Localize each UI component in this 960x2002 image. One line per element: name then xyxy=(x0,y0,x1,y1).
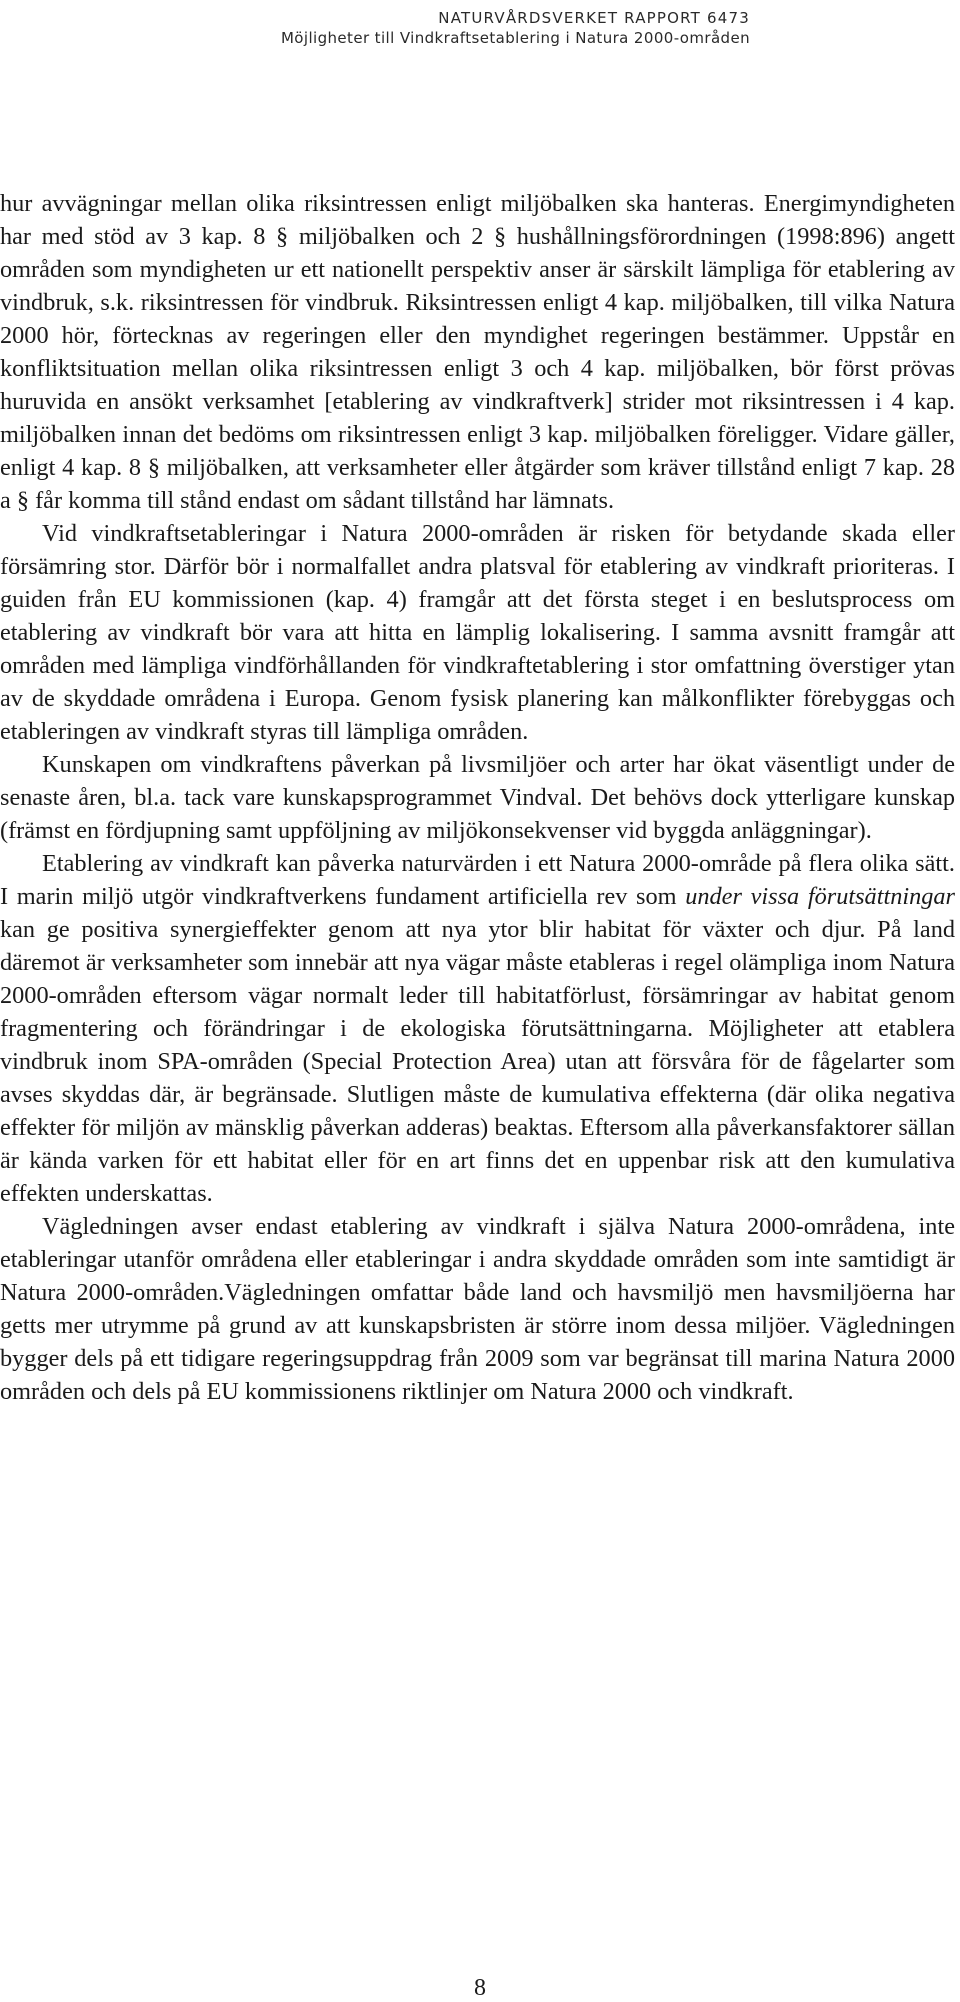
paragraph-2: Vid vindkraftsetableringar i Natura 2000-områden är risken för betydande skada eller försämring stor. Därför bör i normalfallet andra platsval för etablering av vindkraft prioriteras. I guiden från EU kommissionen (kap. 4) framgår att det första steget i en beslutsprocess om etablering av vindkraft bör vara att hitta en lämplig lokalisering. I samma avsnitt framgår att områden med lämpliga vindförhållanden för vindkraftetablering i stor omfattning överstiger ytan av de skyddade områdena i Europa. Genom fysisk planering kan målkonflikter förebyggas och etableringen av vindkraft styras till lämpliga områden. xyxy=(0,520,955,745)
paragraph-5: Vägledningen avser endast etablering av vindkraft i själva Natura 2000-områdena, inte etableringar utanför områdena eller etableringar i andra skyddade områden som inte samtidigt är Natura 2000-områden.Vägledningen omfattar både land och havsmiljö men havsmiljöerna har getts mer utrymme på grund av att kunskapsbristen är större inom dessa miljöer. Vägledningen bygger dels på ett tidigare regeringsuppdrag från 2009 som var begränsat till marina Natura 2000 områden och dels på EU kommissionens riktlinjer om Natura 2000 och vindkraft. xyxy=(0,1213,955,1405)
page-number: 8 xyxy=(474,1975,486,2001)
paragraph-3: Kunskapen om vindkraftens påverkan på livsmiljöer och arter har ökat väsentligt under de senaste åren, bl.a. tack vare kunskapsprogrammet Vindval. Det behövs dock ytterligare kunskap (främst en fördjupning samt uppföljning av miljökonsekvenser vid byggda anläggningar). xyxy=(0,751,955,844)
report-series-title: NATURVÅRDSVERKET RAPPORT 6473 xyxy=(438,9,750,27)
running-header xyxy=(281,8,750,48)
paragraph-4 xyxy=(0,847,955,1210)
body-text xyxy=(0,187,955,1408)
paragraph-4-italic-phrase: under vissa förutsättningar xyxy=(685,883,956,910)
paragraph-1: hur avvägningar mellan olika riksintressen enligt miljöbalken ska hanteras. Energimyndigheten har med stöd av 3 kap. 8 § miljöbalken och 2 § hushållningsförordningen (1998:896) angett områden som myndigheten ur ett nationellt perspektiv anser är särskilt lämpliga för etablering av vindbruk, s.k. riksintressen för vindbruk. Riksintressen enligt 4 kap. miljöbalken, till vilka Natura 2000 hör, förtecknas av regeringen eller den myndighet regeringen bestämmer. Uppstår en konfliktsituation mellan olika riksintressen enligt 3 och 4 kap. miljöbalken, bör först prövas huruvida en ansökt verksamhet [etablering av vindkraftverk] strider mot riksintressen i 4 kap. miljöbalken innan det bedöms om riksintressen enligt 3 kap. miljöbalken föreligger. Vidare gäller, enligt 4 kap. 8 § miljöbalken, att verksamheter eller åtgärder som kräver tillstånd enligt 7 kap. 28 a § får komma till stånd endast om sådant tillstånd har lämnats. xyxy=(0,190,955,514)
paragraph-4-text-b: kan ge positiva synergieffekter genom att nya ytor blir habitat för växter och djur. På land däremot är verksamheter som innebär att nya vägar måste etableras i regel olämpliga inom Natura 2000-områden eftersom vägar normalt leder till habitatförlust, försämringar av habitat genom fragmentering och förändringar i de ekologiska förutsättningarna. Möjligheter att etablera vindbruk inom SPA-områden (Special Protection Area) utan att försvåra för de fågelarter som avses skyddas där, är begränsade. Slutligen måste de kumulativa effekterna (där olika negativa effekter för miljön av mänsklig påverkan adderas) beaktas. Eftersom alla påverkansfaktorer sällan är kända varken för ett habitat eller för en art finns det en uppenbar risk att den kumulativa effekten underskattas. xyxy=(0,916,955,1207)
report-title: Möjligheter till Vindkraftsetablering i Natura 2000-områden xyxy=(280,29,750,47)
paragraph-4-text-a: Etablering av vindkraft kan påverka naturvärden i ett Natura 2000-område på flera olika sätt. I marin miljö utgör vindkraftverkens fundament artificiella rev som xyxy=(0,850,955,910)
